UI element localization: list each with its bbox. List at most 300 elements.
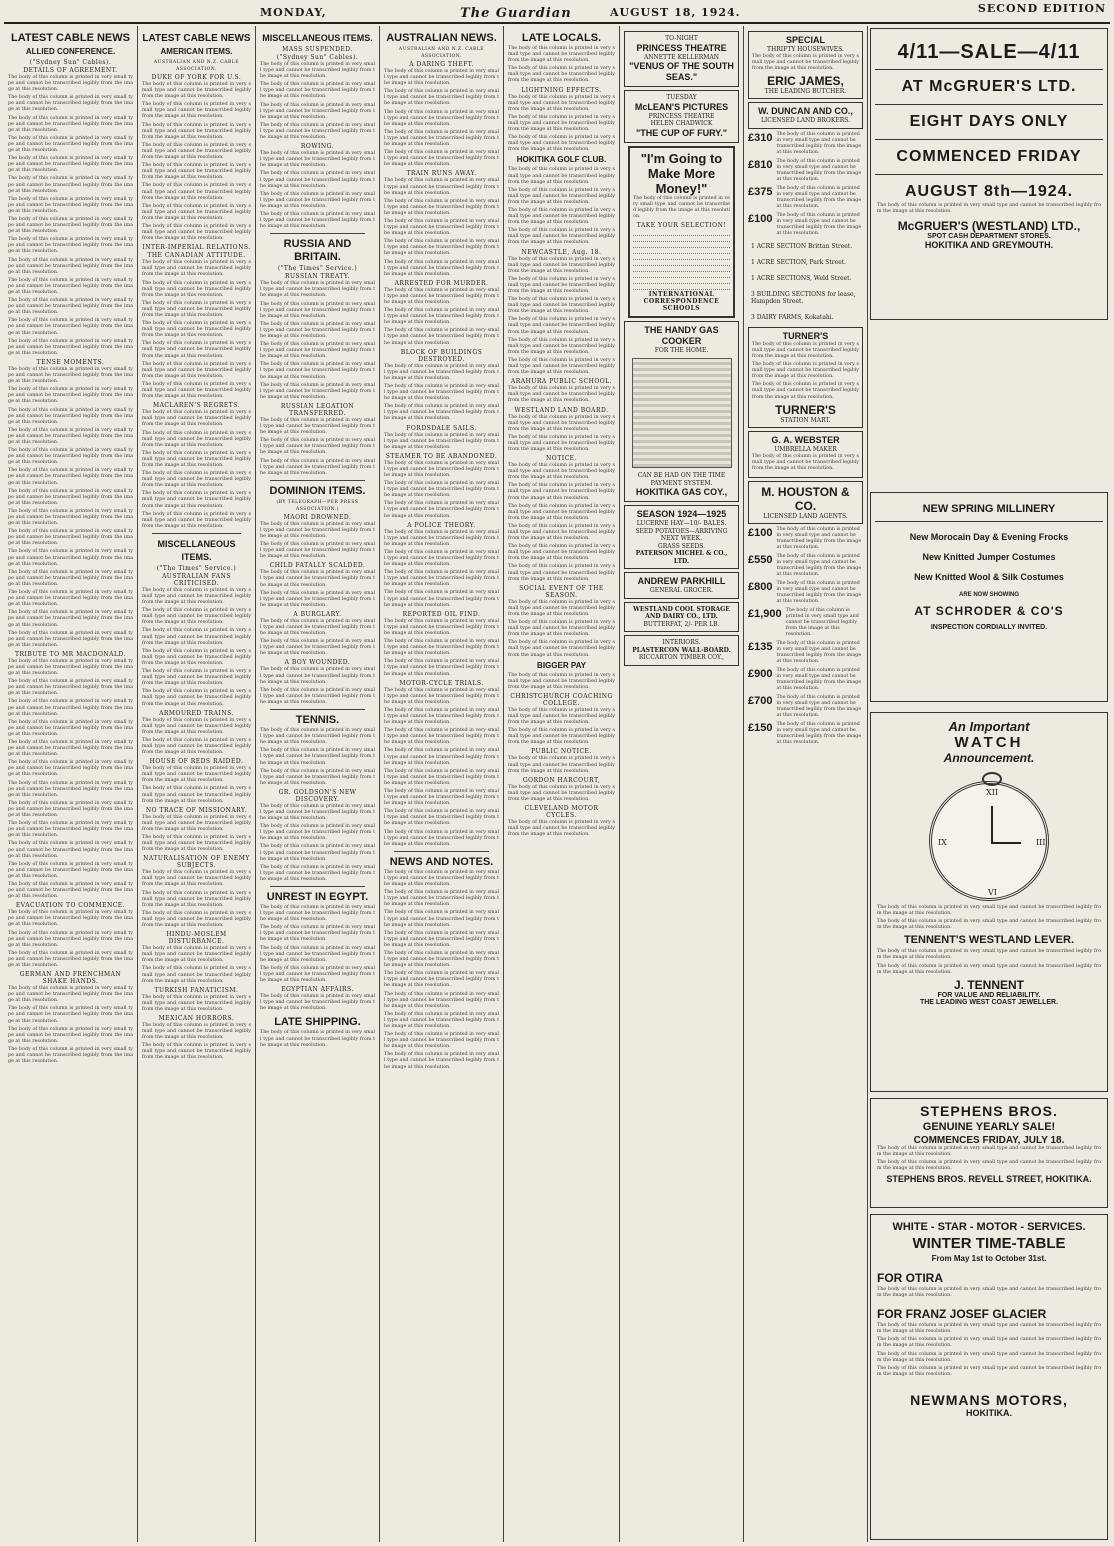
gas-cooker-image — [632, 358, 732, 468]
body-text: The body of this column is printed in very small type and cannot be transcribed legibly from the image at this resolution. — [384, 789, 499, 807]
body-text: The body of this column is printed in very small type and cannot be transcribed legibly from the image at this resolution. — [508, 187, 615, 205]
body-text: The body of this column is printed in very small type and cannot be transcribed legibly from the image at this resolution. — [8, 569, 133, 587]
body-text: The body of this column is printed in very small type and cannot be transcribed legibly from the image at this resolution. — [384, 639, 499, 657]
body-text: The body of this column is printed in very small type and cannot be transcribed legibly from the image at this resolution. — [142, 142, 251, 161]
body-text: The body of this column is printed in very small type and cannot be transcribed legibly from the image at this resolution. — [508, 337, 615, 355]
headline: DOMINION ITEMS. — [269, 484, 366, 497]
divider — [270, 709, 365, 710]
body-text: The body of this column is printed in very small type and cannot be transcribed legibly from the image at this resolution. — [260, 417, 375, 436]
body-text: The body of this column is printed in very small type and cannot be transcribed legibly from the image at this resolution. — [260, 945, 375, 963]
body-text: The body of this column is printed in very small type and cannot be transcribed legibly from the image at this resolution. — [8, 780, 133, 798]
body-text: The body of this column is printed in very small type and cannot be transcribed legibly from the image at this resolution. — [142, 280, 251, 298]
price: £550 — [748, 554, 773, 567]
body-text: The body of this column is printed in very small type and cannot be transcribed legibly from the image at this resolution. — [877, 203, 1101, 215]
season-ad — [624, 505, 739, 569]
paterson: PATERSON MICHEL & CO., LTD. — [635, 550, 728, 565]
section-head: MOTOR-CYCLE TRIALS. — [399, 679, 484, 687]
listing-text: The body of this column is printed in very small type and cannot be transcribed legibly from the image at this resolution. — [776, 131, 862, 155]
sale-price: 4/11—SALE—4/11 — [897, 41, 1081, 63]
body-text: The body of this column is printed in very small type and cannot be transcribed legibly from the image at this resolution. — [384, 707, 499, 726]
body-text: The body of this column is printed in very small type and cannot be transcribed legibly from the image at this resolution. — [142, 628, 251, 646]
parkhill-ad — [624, 572, 739, 599]
body-text: The body of this column is printed in very small type and cannot be transcribed legibly from the image at this resolution. — [508, 46, 615, 64]
season-title: SEASON 1924—1925 — [636, 509, 727, 520]
body-text: The body of this column is printed in very small type and cannot be transcribed legibly from the image at this resolution. — [260, 102, 375, 120]
body-text: The body of this column is printed in very small type and cannot be transcribed legibly from the image at this resolution. — [877, 905, 1101, 917]
price: £700 — [748, 695, 773, 708]
body-text: The body of this column is printed in very small type and cannot be transcribed legibly from the image at this resolution. — [142, 835, 251, 853]
body-text: The body of this column is printed in very small type and cannot be transcribed legibly from the image at this resolution. — [142, 82, 251, 100]
houston-trade: LICENSED LAND AGENTS. — [763, 512, 848, 520]
gas-company: HOKITIKA GAS COY., — [635, 487, 728, 498]
body-text: The body of this column is printed in very small type and cannot be transcribed legibly from the image at this resolution. — [8, 529, 133, 547]
body-text: The body of this column is printed in very small type and cannot be transcribed legibly from the image at this resolution. — [260, 1030, 375, 1048]
interiors-ad — [624, 635, 739, 666]
sale-commenced: COMMENCED FRIDAY — [896, 148, 1082, 165]
ics-line2: Make More — [647, 165, 716, 181]
body-text: The body of this column is printed in very small type and cannot be transcribed legibly from the image at this resolution. — [384, 728, 499, 746]
ics-coupon — [628, 146, 735, 318]
body-text: The body of this column is printed in very small type and cannot be transcribed legibly from the image at this resolution. — [877, 1365, 1101, 1377]
body-text: The body of this column is printed in very small type and cannot be transcribed legibly from the image at this resolution. — [877, 1351, 1101, 1363]
body-text: The body of this column is printed in very small type and cannot be transcribed legibly from the image at this resolution. — [384, 1032, 499, 1050]
body-text: The body of this column is printed in very small type and cannot be transcribed legibly from the image at this resolution. — [633, 195, 730, 219]
body-text: The body of this column is printed in very small type and cannot be transcribed legibly from the image at this resolution. — [8, 549, 133, 567]
body-text: The body of this column is printed in very small type and cannot be transcribed legibly from the image at this resolution. — [260, 768, 375, 786]
body-text: The body of this column is printed in very small type and cannot be transcribed legibly from the image at this resolution. — [260, 590, 375, 608]
body-text: The body of this column is printed in very small type and cannot be transcribed legibly from the image at this resolution. — [260, 748, 375, 766]
body-text: The body of this column is printed in very small type and cannot be transcribed legibly from the image at this resolution. — [142, 471, 251, 489]
section-head: INTER-IMPERIAL RELATIONS. — [142, 244, 251, 252]
subheadline: ALLIED CONFERENCE. — [25, 47, 116, 56]
body-text: The body of this column is printed in very small type and cannot be transcribed legibly from the image at this resolution. — [142, 689, 251, 707]
body-text: The body of this column is printed in very small type and cannot be transcribed legibly from the image at this resolution. — [752, 341, 859, 359]
body-text: The body of this column is printed in very small type and cannot be transcribed legibly from the image at this resolution. — [8, 196, 133, 214]
body-text: The body of this column is printed in very small type and cannot be transcribed legibly from the image at this resolution. — [8, 318, 133, 336]
body-text: The body of this column is printed in very small type and cannot be transcribed legibly from the image at this resolution. — [142, 361, 251, 379]
gas-terms: CAN BE HAD ON THE TIME PAYMENT SYSTEM. — [637, 472, 726, 487]
section-head: WESTLAND LAND BOARD. — [514, 406, 609, 414]
body-text: The body of this column is printed in very small type and cannot be transcribed legibly from the image at this resolution. — [8, 115, 133, 133]
turner-ad — [748, 327, 863, 428]
body-text: The body of this column is printed in very small type and cannot be transcribed legibly from the image at this resolution. — [260, 905, 375, 923]
body-text: The body of this column is printed in very small type and cannot be transcribed legibly from the image at this resolution. — [384, 659, 499, 677]
body-text: The body of this column is printed in very small type and cannot be transcribed legibly from the image at this resolution. — [8, 427, 133, 445]
acre-3: 1 ACRE SECTIONS, Weld Street. — [751, 274, 852, 282]
listing-text: The body of this column is printed in very small type and cannot be transcribed legibly from the image at this resolution. — [776, 212, 862, 236]
thrifty: THRIFTY HOUSEWIVES. — [767, 46, 844, 53]
listing-text: The body of this column is printed in very small type and cannot be transcribed legibly from the image at this resolution. — [776, 185, 862, 209]
duncan-name: W. DUNCAN AND CO., — [758, 106, 853, 117]
body-text: The body of this column is printed in very small type and cannot be transcribed legibly from the image at this resolution. — [508, 386, 615, 404]
ad-theatre2: PRINCESS THEATRE — [648, 112, 715, 120]
body-text: The body of this column is printed in very small type and cannot be transcribed legibly from the image at this resolution. — [508, 297, 615, 315]
body-text: The body of this column is printed in very small type and cannot be transcribed legibly from the image at this resolution. — [384, 129, 499, 148]
column-6-ads — [620, 26, 744, 1542]
body-text: The body of this column is printed in very small type and cannot be transcribed legibly from the image at this resolution. — [142, 608, 251, 626]
body-text: The body of this column is printed in very small type and cannot be transcribed legibly from the image at this resolution. — [8, 277, 133, 295]
body-text: The body of this column is printed in very small type and cannot be transcribed legibly from the image at this resolution. — [8, 950, 133, 968]
body-text: The body of this column is printed in very small type and cannot be transcribed legibly from the image at this resolution. — [142, 870, 251, 888]
divider — [394, 851, 489, 852]
section-head: REPORTED OIL FIND. — [402, 610, 481, 618]
body-text: The body of this column is printed in very small type and cannot be transcribed legibly from the image at this resolution. — [8, 679, 133, 697]
section-head: MACLAREN'S REGRETS. — [152, 402, 241, 410]
building-sections: 3 BUILDING SECTIONS for lease, Hampden Street. — [751, 290, 856, 305]
body-text: The body of this column is printed in very small type and cannot be transcribed legibly from the image at this resolution. — [142, 223, 251, 242]
body-text: The body of this column is printed in very small type and cannot be transcribed legibly from the image at this resolution. — [384, 328, 499, 346]
listing — [748, 186, 863, 210]
body-text: The body of this column is printed in very small type and cannot be transcribed legibly from the image at this resolution. — [384, 590, 499, 608]
body-text: The body of this column is printed in very small type and cannot be transcribed legibly from the image at this resolution. — [142, 410, 251, 428]
body-text: The body of this column is printed in very small type and cannot be transcribed legibly from the image at this resolution. — [260, 281, 375, 299]
schroder-invite: INSPECTION CORDIALLY INVITED. — [930, 624, 1048, 631]
price: £310 — [748, 131, 773, 144]
body-text: The body of this column is printed in very small type and cannot be transcribed legibly from the image at this resolution. — [877, 1337, 1101, 1349]
schroder-millinery-ad — [870, 492, 1108, 702]
body-text: The body of this column is printed in very small type and cannot be transcribed legibly from the image at this resolution. — [260, 342, 375, 360]
body-text: The body of this column is printed in very small type and cannot be transcribed legibly from the image at this resolution. — [260, 803, 375, 822]
body-text: The body of this column is printed in very small type and cannot be transcribed legibly from the image at this resolution. — [260, 687, 375, 705]
masthead-day: MONDAY, — [260, 6, 327, 19]
body-text: The body of this column is printed in very small type and cannot be transcribed legibly from the image at this resolution. — [384, 287, 499, 305]
body-text: The body of this column is printed in very small type and cannot be transcribed legibly from the image at this resolution. — [508, 114, 615, 133]
tennent-value: FOR VALUE AND RELIABILITY. — [937, 991, 1041, 999]
section-head: MAORI DROWNED. — [283, 513, 352, 521]
body-text: The body of this column is printed in very small type and cannot be transcribed legibly from the image at this resolution. — [142, 491, 251, 509]
body-text: The body of this column is printed in very small type and cannot be transcribed legibly from the image at this resolution. — [508, 756, 615, 774]
body-text: The body of this column is printed in very small type and cannot be transcribed legibly from the image at this resolution. — [8, 257, 133, 275]
dairy-farms: 3 DAIRY FARMS, Kokatahi. — [751, 313, 834, 321]
seed-potatoes: SEED POTATOES—ARRIVING NEXT WEEK. — [635, 527, 728, 543]
body-text: The body of this column is printed in very small type and cannot be transcribed legibly from the image at this resolution. — [384, 549, 499, 568]
section-head: SOCIAL EVENT OF THE SEASON. — [519, 584, 604, 599]
body-text: The body of this column is printed in very small type and cannot be transcribed legibly from the image at this resolution. — [508, 256, 615, 274]
body-text: The body of this column is printed in very small type and cannot be transcribed legibly from the image at this resolution. — [142, 966, 251, 984]
listing-text: The body of this column is printed in very small type and cannot be transcribed legibly from the image at this resolution. — [776, 554, 862, 578]
body-text: The body of this column is printed in very small type and cannot be transcribed legibly from the image at this resolution. — [384, 239, 499, 257]
body-text: The body of this column is printed in very small type and cannot be transcribed legibly from the image at this resolution. — [508, 564, 615, 582]
tennent-jeweller: THE LEADING WEST COAST JEWELLER. — [919, 998, 1059, 1006]
section-head: MEXICAN HORRORS. — [158, 1014, 235, 1022]
divider — [152, 533, 241, 534]
mclean-ad — [624, 90, 739, 143]
section-head: ARMOURED TRAINS. — [159, 709, 234, 717]
listing — [748, 641, 863, 665]
body-text: The body of this column is printed in very small type and cannot be transcribed legibly from the image at this resolution. — [142, 163, 251, 181]
body-text: The body of this column is printed in very small type and cannot be transcribed legibly from the image at this resolution. — [877, 949, 1101, 961]
body-text: The body of this column is printed in very small type and cannot be transcribed legibly from the image at this resolution. — [8, 1026, 133, 1044]
body-text: The body of this column is printed in very small type and cannot be transcribed legibly from the image at this resolution. — [508, 503, 615, 521]
body-text: The body of this column is printed in very small type and cannot be transcribed legibly from the image at this resolution. — [877, 1160, 1101, 1172]
price: £800 — [748, 581, 773, 594]
interiors-title: INTERIORS. — [662, 639, 701, 647]
body-text: The body of this column is printed in very small type and cannot be transcribed legibly from the image at this resolution. — [8, 216, 133, 235]
body-text: The body of this column is printed in very small type and cannot be transcribed legibly from the image at this resolution. — [508, 135, 615, 153]
listing — [748, 722, 863, 746]
body-text: The body of this column is printed in very small type and cannot be transcribed legibly from the image at this resolution. — [8, 156, 133, 174]
credit: (BY TELEGRAPH—PER PRESS ASSOCIATION.) — [276, 499, 359, 512]
section-head: TRAIN RUNS AWAY. — [406, 170, 477, 178]
body-text: The body of this column is printed in very small type and cannot be transcribed legibly from the image at this resolution. — [260, 122, 375, 141]
body-text: The body of this column is printed in very small type and cannot be transcribed legibly from the image at this resolution. — [142, 717, 251, 735]
credit: AUSTRALIAN AND N.Z. CABLE ASSOCIATION. — [398, 47, 485, 59]
body-text: The body of this column is printed in very small type and cannot be transcribed legibly from the image at this resolution. — [384, 308, 499, 326]
body-text: The body of this column is printed in very small type and cannot be transcribed legibly from the image at this resolution. — [508, 640, 615, 658]
section-head: HOUSE OF REDS RAIDED. — [149, 758, 244, 766]
body-text: The body of this column is printed in very small type and cannot be transcribed legibly from the image at this resolution. — [508, 207, 615, 226]
eric-james: ERIC JAMES, — [767, 73, 844, 88]
body-text: The body of this column is printed in very small type and cannot be transcribed legibly from the image at this resolution. — [142, 1022, 251, 1041]
millinery-head: NEW SPRING MILLINERY — [922, 503, 1056, 515]
body-text: The body of this column is printed in very small type and cannot be transcribed legibly from the image at this resolution. — [384, 991, 499, 1009]
section-head: DETAILS OF AGREEMENT. — [23, 67, 118, 74]
body-text: The body of this column is printed in very small type and cannot be transcribed legibly from the image at this resolution. — [384, 930, 499, 948]
stephens-name: STEPHENS BROS. — [920, 1103, 1058, 1119]
body-text: The body of this column is printed in very small type and cannot be transcribed legibly from the image at this resolution. — [384, 363, 499, 381]
body-text: The body of this column is printed in very small type and cannot be transcribed legibly from the image at this resolution. — [260, 458, 375, 476]
masthead-date: AUGUST 18, 1924. — [610, 6, 741, 19]
body-text: The body of this column is printed in very small type and cannot be transcribed legibly from the image at this resolution. — [508, 707, 615, 726]
body-text: The body of this column is printed in very small type and cannot be transcribed legibly from the image at this resolution. — [877, 1146, 1101, 1158]
price: £1,900 — [748, 608, 782, 621]
ad-star: ANNETTE KELLERMAN — [643, 53, 720, 61]
body-text: The body of this column is printed in very small type and cannot be transcribed legibly from the image at this resolution. — [877, 1287, 1101, 1299]
section-head: PUBLIC NOTICE. — [531, 748, 592, 756]
price: £900 — [748, 668, 773, 681]
masthead-name: The Guardian — [460, 6, 572, 21]
column-7-ads — [744, 26, 868, 1542]
sale-days: EIGHT DAYS ONLY — [909, 113, 1069, 130]
ics-select: TAKE YOUR SELECTION! — [636, 221, 727, 229]
stephens-address: STEPHENS BROS. REVELL STREET, HOKITIKA. — [886, 1174, 1092, 1185]
stephens-sale: GENUINE YEARLY SALE! — [922, 1121, 1056, 1133]
column-2 — [138, 26, 256, 1542]
body-text: The body of this column is printed in very small type and cannot be transcribed legibly from the image at this resolution. — [8, 75, 133, 93]
body-text: The body of this column is printed in very small type and cannot be transcribed legibly from the image at this resolution. — [8, 298, 133, 316]
body-text: The body of this column is printed in very small type and cannot be transcribed legibly from the image at this resolution. — [384, 1011, 499, 1029]
webster-ad — [748, 431, 863, 478]
body-text: The body of this column is printed in very small type and cannot be transcribed legibly from the image at this resolution. — [8, 366, 133, 385]
body-text: The body of this column is printed in very small type and cannot be transcribed legibly from the image at this resolution. — [260, 542, 375, 560]
section-head: ROWING. — [300, 143, 335, 151]
section-head: A BURGLARY. — [293, 610, 342, 618]
section-head: GORDON HARCOURT, — [522, 776, 601, 784]
listing — [748, 132, 863, 156]
body-text: The body of this column is printed in very small type and cannot be transcribed legibly from the image at this resolution. — [8, 508, 133, 527]
sale-date: AUGUST 8th—1924. — [904, 183, 1074, 200]
body-text: The body of this column is printed in very small type and cannot be transcribed legibly from the image at this resolution. — [384, 768, 499, 786]
ad-pictures: McLEAN'S PICTURES — [634, 101, 729, 112]
body-text: The body of this column is printed in very small type and cannot be transcribed legibly from the image at this resolution. — [8, 821, 133, 839]
credit: ("Sydney Sun" Cables). — [29, 59, 112, 66]
credit: ("The Times" Service.) — [277, 265, 358, 273]
listing-text: The body of this column is printed in very small type and cannot be transcribed legibly from the image at this resolution. — [776, 722, 862, 746]
body-text: The body of this column is printed in very small type and cannot be transcribed legibly from the image at this resolution. — [508, 483, 615, 501]
body-text: The body of this column is printed in very small type and cannot be transcribed legibly from the image at this resolution. — [508, 414, 615, 432]
price: £810 — [748, 158, 773, 171]
special-head: SPECIAL — [785, 35, 825, 45]
section-head: GERMAN AND FRENCHMAN SHAKE HANDS. — [19, 971, 122, 986]
body-text: The body of this column is printed in very small type and cannot be transcribed legibly from the image at this resolution. — [8, 930, 133, 948]
listing-text: The body of this column is printed in very small type and cannot be transcribed legibly from the image at this resolution. — [785, 608, 859, 638]
section-head: CHILD FATALLY SCALDED. — [269, 562, 366, 570]
headline: NEWS AND NOTES. — [389, 855, 494, 868]
mcgruer-stores: SPOT CASH DEPARTMENT STORES. — [927, 233, 1051, 241]
body-text: The body of this column is printed in very small type and cannot be transcribed legibly from the image at this resolution. — [508, 276, 615, 294]
listing — [748, 527, 863, 551]
body-text: The body of this column is printed in very small type and cannot be transcribed legibly from the image at this resolution. — [142, 669, 251, 687]
turner-mart: STATION MART. — [780, 416, 831, 424]
schroder-name: AT SCHRODER & CO'S — [914, 604, 1064, 618]
credit: AUSTRALIAN AND N.Z. CABLE ASSOCIATION. — [153, 60, 240, 72]
headline: MISCELLANEOUS ITEMS. — [262, 33, 373, 43]
lucerne: LUCERNE HAY—10/- BALES. — [636, 520, 727, 528]
body-text: The body of this column is printed in very small type and cannot be transcribed legibly from the image at this resolution. — [142, 260, 251, 278]
body-text: The body of this column is printed in very small type and cannot be transcribed legibly from the image at this resolution. — [260, 82, 375, 100]
body-text: The body of this column is printed in very small type and cannot be transcribed legibly from the image at this resolution. — [508, 434, 615, 452]
body-text: The body of this column is printed in very small type and cannot be transcribed legibly from the image at this resolution. — [8, 630, 133, 648]
headline: LATE SHIPPING. — [274, 1016, 361, 1029]
body-text: The body of this column is printed in very small type and cannot be transcribed legibly from the image at this resolution. — [752, 382, 859, 400]
body-text: The body of this column is printed in very small type and cannot be transcribed legibly from the image at this resolution. — [384, 89, 499, 107]
section-head: LIGHTNING EFFECTS. — [521, 86, 602, 94]
tennent-watch-ad — [870, 712, 1108, 1092]
body-text: The body of this column is printed in very small type and cannot be transcribed legibly from the image at this resolution. — [508, 66, 615, 84]
subheadline: AMERICAN ITEMS. — [160, 47, 233, 56]
body-text: The body of this column is printed in very small type and cannot be transcribed legibly from the image at this resolution. — [8, 740, 133, 758]
body-text: The body of this column is printed in very small type and cannot be transcribed legibly from the image at this resolution. — [384, 218, 499, 237]
divider — [270, 233, 365, 234]
masthead-rule — [4, 22, 1110, 24]
body-text: The body of this column is printed in very small type and cannot be transcribed legibly from the image at this resolution. — [142, 890, 251, 908]
parkhill-trade: GENERAL GROCER. — [649, 587, 714, 595]
body-text: The body of this column is printed in very small type and cannot be transcribed legibly from the image at this resolution. — [142, 648, 251, 666]
turner-name: TURNER'S — [775, 402, 836, 417]
body-text: The body of this column is printed in very small type and cannot be transcribed legibly from the image at this resolution. — [384, 687, 499, 705]
body-text: The body of this column is printed in very small type and cannot be transcribed legibly from the image at this resolution. — [260, 191, 375, 209]
body-text: The body of this column is printed in very small type and cannot be transcribed legibly from the image at this resolution. — [8, 699, 133, 717]
body-text: The body of this column is printed in very small type and cannot be transcribed legibly from the image at this resolution. — [142, 511, 251, 529]
section-head: A DARING THEFT. — [409, 61, 474, 68]
body-text: The body of this column is printed in very small type and cannot be transcribed legibly from the image at this resolution. — [142, 430, 251, 448]
body-text: The body of this column is printed in very small type and cannot be transcribed legibly from the image at this resolution. — [8, 1006, 133, 1024]
body-text: The body of this column is printed in very small type and cannot be transcribed legibly from the image at this resolution. — [260, 844, 375, 862]
body-text: The body of this column is printed in very small type and cannot be transcribed legibly from the image at this resolution. — [508, 228, 615, 246]
body-text: The body of this column is printed in very small type and cannot be transcribed legibly from the image at this resolution. — [260, 382, 375, 400]
body-text: The body of this column is printed in very small type and cannot be transcribed legibly from the image at this resolution. — [8, 448, 133, 466]
body-text: The body of this column is printed in very small type and cannot be transcribed legibly from the image at this resolution. — [142, 300, 251, 318]
body-text: The body of this column is printed in very small type and cannot be transcribed legibly from the image at this resolution. — [384, 809, 499, 827]
body-text: The body of this column is printed in very small type and cannot be transcribed legibly from the image at this resolution. — [384, 570, 499, 588]
body-text: The body of this column is printed in very small type and cannot be transcribed legibly from the image at this resolution. — [260, 438, 375, 456]
body-text: The body of this column is printed in very small type and cannot be transcribed legibly from the image at this resolution. — [8, 760, 133, 778]
price: £100 — [748, 527, 773, 540]
section-head: BLOCK OF BUILDINGS DESTROYED. — [400, 348, 483, 363]
body-text: The body of this column is printed in very small type and cannot be transcribed legibly from the image at this resolution. — [8, 488, 133, 506]
pocket-watch-icon: XII III VI IX — [929, 781, 1049, 901]
ad-theatre: PRINCESS THEATRE — [636, 42, 727, 53]
sale-store: AT McGRUER'S LTD. — [901, 78, 1077, 95]
body-text: The body of this column is printed in very small type and cannot be transcribed legibly from the image at this resolution. — [8, 1046, 133, 1065]
acre-2: 1 ACRE SECTION, Park Street. — [751, 258, 847, 266]
section-head: GR. GOLDSON'S NEW DISCOVERY. — [278, 788, 357, 803]
body-text: The body of this column is printed in very small type and cannot be transcribed legibly from the image at this resolution. — [142, 766, 251, 784]
body-text: The body of this column is printed in very small type and cannot be transcribed legibly from the image at this resolution. — [384, 69, 499, 87]
body-text: The body of this column is printed in very small type and cannot be transcribed legibly from the image at this resolution. — [8, 176, 133, 194]
plastercon: PLASTERCON WALL-BOARD. — [632, 646, 731, 654]
body-text: The body of this column is printed in very small type and cannot be transcribed legibly from the image at this resolution. — [508, 784, 615, 802]
ics-line3: Money!" — [655, 180, 708, 196]
headline: LATEST CABLE NEWS — [142, 33, 251, 44]
body-text: The body of this column is printed in very small type and cannot be transcribed legibly from the image at this resolution. — [142, 786, 251, 804]
body-text: The body of this column is printed in very small type and cannot be transcribed legibly from the image at this resolution. — [384, 529, 499, 547]
tennent-name: J. TENNENT — [953, 977, 1024, 992]
westland-dairy-name: WESTLAND COOL STORAGE AND DAIRY CO., LTD. — [633, 605, 730, 621]
credit: ("Sydney Sun" Cables). — [276, 54, 359, 61]
body-text: The body of this column is printed in very small type and cannot be transcribed legibly from the image at this resolution. — [752, 53, 859, 71]
body-text: The body of this column is printed in very small type and cannot be transcribed legibly from the image at this resolution. — [142, 321, 251, 339]
parkhill-name: ANDREW PARKHILL — [637, 576, 726, 587]
body-text: The body of this column is printed in very small type and cannot be transcribed legibly from the image at this resolution. — [384, 432, 499, 450]
body-text: The body of this column is printed in very small type and cannot be transcribed legibly from the image at this resolution. — [8, 800, 133, 819]
body-text: The body of this column is printed in very small type and cannot be transcribed legibly from the image at this resolution. — [142, 814, 251, 832]
listing — [748, 695, 863, 719]
section-head: TRIBUTE TO MR MACDONALD. — [15, 650, 126, 658]
listing-text: The body of this column is printed in very small type and cannot be transcribed legibly from the image at this resolution. — [776, 527, 862, 551]
grass-seeds: GRASS SEEDS. — [657, 542, 706, 550]
mcgruer-westland: McGRUER'S (WESTLAND) LTD., — [897, 219, 1081, 234]
listing — [748, 608, 863, 638]
listing — [748, 159, 863, 183]
body-text: The body of this column is printed in very small type and cannot be transcribed legibly from the image at this resolution. — [508, 820, 615, 838]
body-text: The body of this column is printed in very small type and cannot be transcribed legibly from the image at this resolution. — [142, 122, 251, 140]
section-head: MASS SUSPENDED. — [282, 46, 353, 53]
winter-timetable: WINTER TIME-TABLE — [912, 1235, 1066, 1252]
body-text: The body of this column is printed in very small type and cannot be transcribed legibly from the image at this resolution. — [8, 910, 133, 928]
turner-head: TURNER'S — [782, 330, 829, 341]
listing-text: The body of this column is printed in very small type and cannot be transcribed legibly from the image at this resolution. — [776, 641, 862, 665]
masthead — [260, 2, 1106, 21]
body-text: The body of this column is printed in very small type and cannot be transcribed legibly from the image at this resolution. — [384, 198, 499, 216]
body-text: The body of this column is printed in very small type and cannot be transcribed legibly from the image at this resolution. — [260, 301, 375, 319]
body-text: The body of this column is printed in very small type and cannot be transcribed legibly from the image at this resolution. — [8, 881, 133, 900]
newmans-town: HOKITIKA. — [966, 1407, 1012, 1418]
body-text: The body of this column is printed in very small type and cannot be transcribed legibly from the image at this resolution. — [384, 259, 499, 277]
ad-tuesday: TUESDAY — [666, 94, 697, 101]
section-head: A POLICE THEORY. — [407, 521, 476, 529]
section-head: TURKISH FANATICISM. — [154, 986, 239, 994]
body-text: The body of this column is printed in very small type and cannot be transcribed legibly from the image at this resolution. — [384, 829, 499, 847]
section-head: HINDU-MOSLEM DISTURBANCE. — [166, 931, 227, 946]
section-head: CLEVELAND MOTOR CYCLES. — [524, 805, 599, 819]
ad-star2: HELEN CHADWICK — [650, 120, 713, 127]
body-text: The body of this column is printed in very small type and cannot be transcribed legibly from the image at this resolution. — [508, 728, 615, 746]
body-text: The body of this column is printed in very small type and cannot be transcribed legibly from the image at this resolution. — [877, 963, 1101, 975]
column-3 — [256, 26, 380, 1542]
body-text: The body of this column is printed in very small type and cannot be transcribed legibly from the image at this resolution. — [877, 919, 1101, 931]
listing-text: The body of this column is printed in very small type and cannot be transcribed legibly from the image at this resolution. — [776, 668, 862, 692]
body-text: The body of this column is printed in very small type and cannot be transcribed legibly from the image at this resolution. — [8, 135, 133, 154]
section-head: FORDSDALE SAILS. — [406, 424, 477, 432]
body-text: The body of this column is printed in very small type and cannot be transcribed legibly from the image at this resolution. — [260, 618, 375, 637]
body-text: The body of this column is printed in very small type and cannot be transcribed legibly from the image at this resolution. — [384, 1052, 499, 1070]
ics-line1: "I'm Going to — [640, 150, 723, 166]
body-text: The body of this column is printed in very small type and cannot be transcribed legibly from the image at this resolution. — [384, 890, 499, 908]
body-text: The body of this column is printed in very small type and cannot be transcribed legibly from the image at this resolution. — [384, 150, 499, 168]
body-text: The body of this column is printed in very small type and cannot be transcribed legibly from the image at this resolution. — [384, 971, 499, 989]
body-text: The body of this column is printed in very small type and cannot be transcribed legibly from the image at this resolution. — [8, 338, 133, 356]
